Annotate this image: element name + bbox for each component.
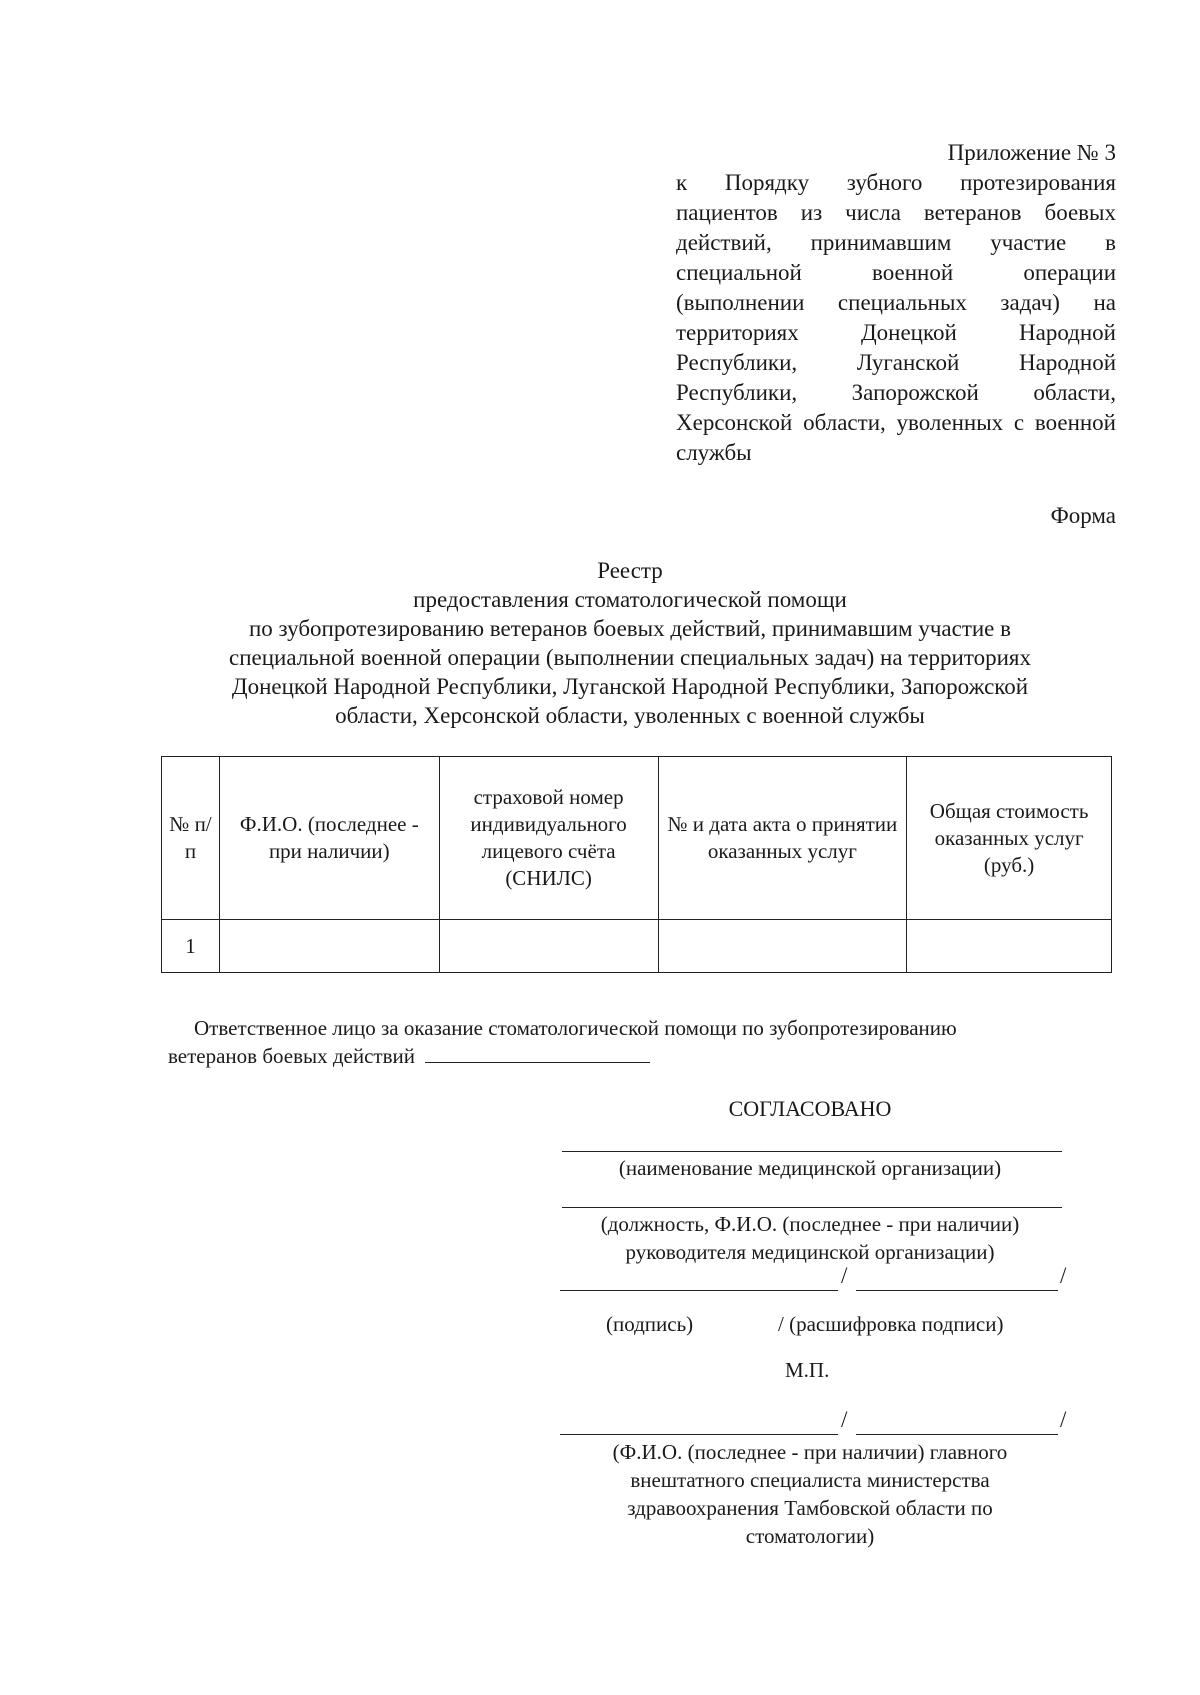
signature-slash: / (841, 1263, 848, 1288)
signature-decode-caption: / (расшифровка подписи) (778, 1312, 1004, 1336)
registry-title-line: предоставления стоматологической помощи (413, 587, 847, 612)
header-snils: страховой номер индивидуального лицевого счёта (СНИЛС) (439, 757, 658, 920)
cell-act-number-date (658, 920, 907, 973)
org-name-line (562, 1151, 1062, 1152)
registry-table (161, 756, 1112, 973)
header-number: № п/п (162, 757, 220, 920)
specialist-decode-line (856, 1434, 1058, 1435)
agreed-title: СОГЛАСОВАНО (728, 1096, 892, 1121)
org-name-caption: (наименование медицинской организации) (618, 1156, 1002, 1180)
header-act-number-date: № и дата акта о принятии оказанных услуг (658, 757, 907, 920)
signature-caption: (подпись) (606, 1312, 694, 1336)
head-position-line (562, 1207, 1062, 1208)
responsible-person-block (168, 1014, 1112, 1070)
specialist-caption-line-4: стоматологии) (745, 1524, 875, 1548)
specialist-signature-line (560, 1434, 838, 1435)
specialist-caption-line-1: (Ф.И.О. (последнее - при наличии) главного (612, 1440, 1008, 1464)
signature-decode-line (856, 1290, 1058, 1291)
registry-title-line: по зубопротезированию ветеранов боевых действий, принимавшим участие в (248, 616, 1012, 641)
signature-slash-end: / (1060, 1263, 1067, 1288)
responsible-signature-blank (425, 1042, 650, 1063)
specialist-caption-line-3: здравоохранения Тамбовской области по (627, 1496, 993, 1520)
header-total-cost: Общая стоимость оказанных услуг (руб.) (907, 757, 1112, 920)
registry-title-line: области, Херсонской области, уволенных с военной службы (335, 703, 925, 728)
header-full-name: Ф.И.О. (последнее - при наличии) (219, 757, 439, 920)
registry-title-line: специальной военной операции (выполнении специальных задач) на территориях (229, 645, 1031, 670)
appendix-body: к Порядку зубного протезирования пациентов из числа ветеранов боевых действий, принимавшим участие в специальной военной операции (выполнении специальных задач) на территориях Донецкой Народной Республики, Луганской Народной Республики, Запорожской области, Херсонской области, уволенных с военной службы (676, 170, 1116, 465)
cell-number: 1 (162, 920, 220, 973)
responsible-line-2: ветеранов боевых действий (168, 1044, 416, 1068)
form-label: Форма (1050, 503, 1116, 528)
appendix-block (676, 138, 1116, 468)
specialist-caption-line-2: внештатного специалиста министерства (630, 1468, 990, 1492)
cell-snils (439, 920, 658, 973)
cell-total-cost (907, 920, 1112, 973)
specialist-caption (540, 1438, 1080, 1550)
responsible-line-1: Ответственное лицо за оказание стоматологической помощи по зубопротезированию (194, 1016, 957, 1040)
table-row (162, 920, 1112, 973)
head-caption-line-2: руководителя медицинской организации) (625, 1240, 995, 1264)
head-caption (560, 1210, 1060, 1266)
specialist-slash-end: / (1060, 1407, 1067, 1432)
table-header-row (162, 757, 1112, 920)
appendix-title: Приложение № 3 (947, 140, 1116, 165)
registry-title (150, 556, 1110, 730)
registry-title-line: Реестр (597, 558, 663, 583)
registry-title-line: Донецкой Народной Республики, Луганской Народной Республики, Запорожской (231, 674, 1029, 699)
responsible-line-2-wrap (168, 1042, 1112, 1070)
specialist-slash: / (841, 1407, 848, 1432)
signature-line (560, 1290, 838, 1291)
head-caption-line-1: (должность, Ф.И.О. (последнее - при наличии) (600, 1212, 1020, 1236)
stamp-label: М.П. (785, 1358, 830, 1382)
cell-full-name (219, 920, 439, 973)
